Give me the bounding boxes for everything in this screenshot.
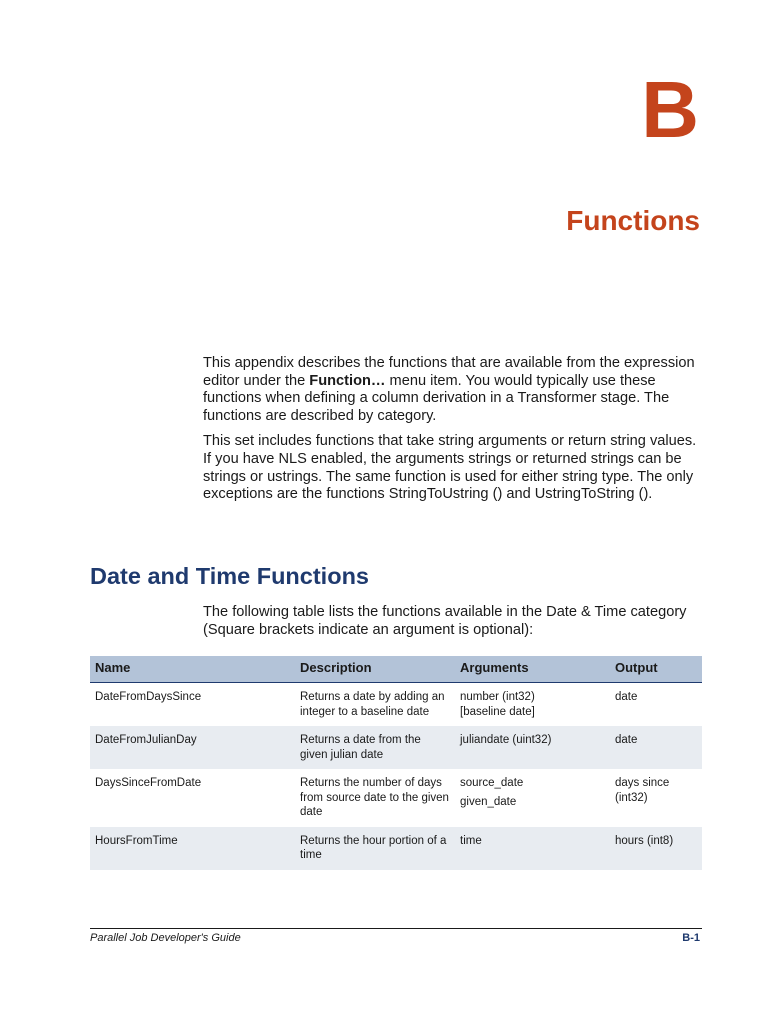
page-number: B-1 [682,932,700,944]
table-row [90,726,702,769]
cell-arguments [455,769,610,827]
footer-rule [90,928,702,929]
cell-name: DateFromDaysSince [95,691,202,703]
intro-paragraph-2: This set includes functions that take string arguments or return string values. If you have NLS enabled, the arguments strings or returned strings can be strings or ustrings. The same function is used for either string type. The only exceptions are the functions StringToUstring () and UstringToString (). [203,433,697,503]
intro-p1-after: menu item. You would typically use these functions when defining a column derivation in a Transformer stage. The functions are described by category. [203,372,670,424]
intro-text [203,355,703,512]
cell-description: Returns a date by adding an integer to a baseline date [300,691,445,718]
header-description: Description [295,656,455,683]
cell-arguments [455,827,610,870]
appendix-letter: B [641,65,698,154]
table-intro: The following table lists the functions available in the Date & Time category (Square brackets indicate an argument is optional): [203,604,687,638]
cell-arguments [455,726,610,769]
argument: given_date [460,795,517,808]
argument: time [460,834,482,847]
cell-output: hours (int8) [610,827,702,870]
cell-output: days since (int32) [615,777,670,804]
cell-description: Returns the hour portion of a time [295,827,455,870]
table-row [90,683,702,727]
table-header-row [90,656,702,683]
table-row [90,827,702,870]
chapter-title: Functions [566,205,700,236]
section-heading: Date and Time Functions [90,563,369,589]
cell-name: HoursFromTime [90,827,295,870]
table-row [90,769,702,827]
intro-paragraph-1 [203,355,703,425]
argument: source_date [460,777,524,789]
header-name: Name [90,656,295,683]
header-arguments: Arguments [455,656,610,683]
cell-description: Returns the number of days from source date to the given date [300,777,449,818]
cell-output: date [615,691,638,703]
intro-p1-before: This appendix describes the functions that are available from the expression editor under the [203,355,695,389]
cell-arguments [455,683,610,727]
argument: juliandate (uint32) [460,734,552,746]
argument: [baseline date] [460,705,535,718]
argument: number (int32) [460,691,535,703]
header-output: Output [610,656,702,683]
cell-name: DaysSinceFromDate [95,777,202,789]
cell-name: DateFromJulianDay [90,726,295,769]
footer-title: Parallel Job Developer's Guide [90,932,241,944]
function-menu-item-ref: Function… [309,372,386,389]
cell-description: Returns a date from the given julian date [295,726,455,769]
functions-table [90,656,702,870]
cell-output: date [610,726,702,769]
